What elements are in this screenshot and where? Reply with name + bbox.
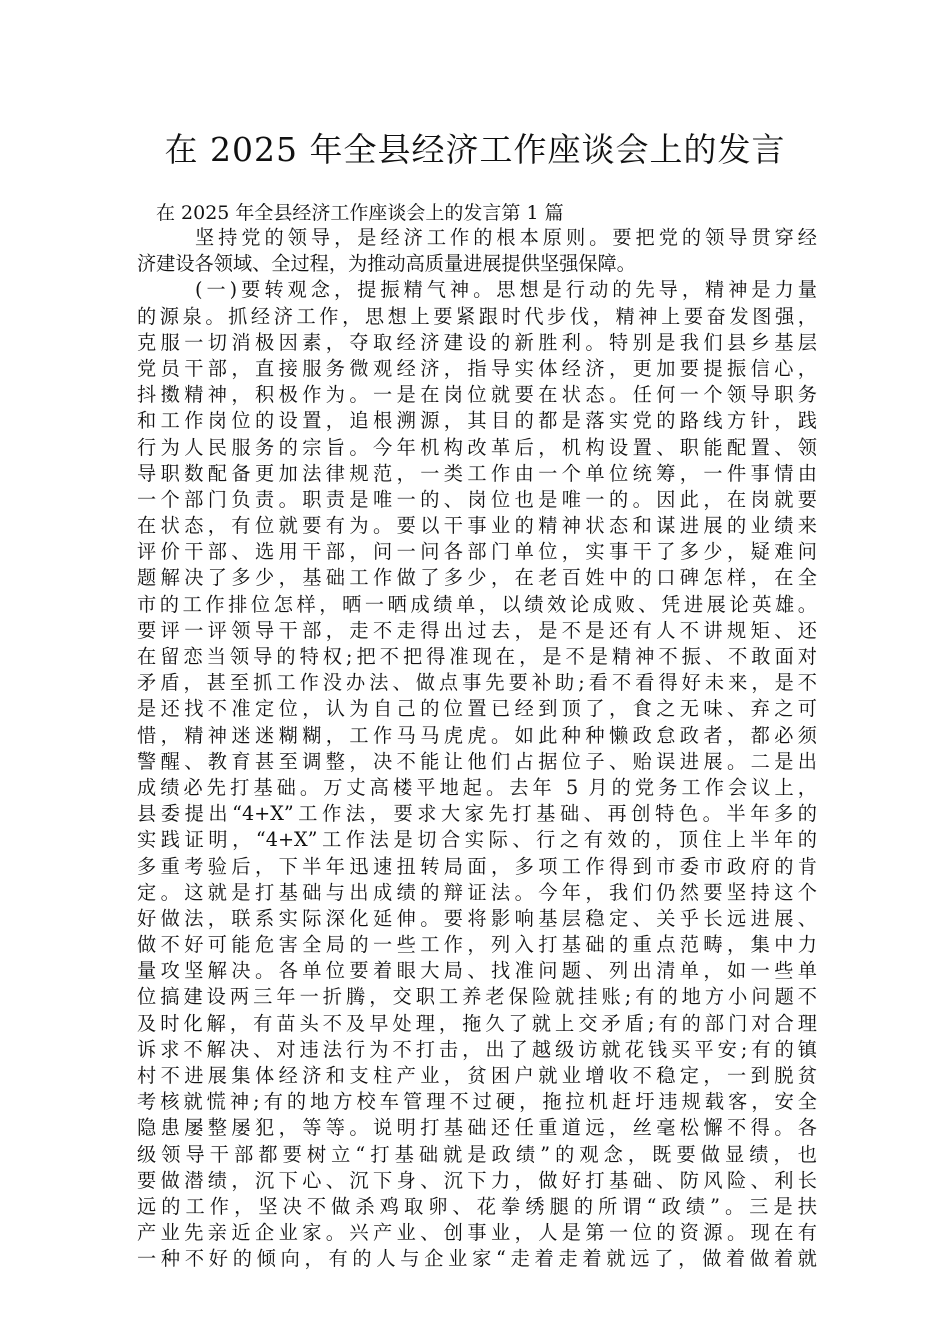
text-line: 多重考验后，下半年迅速扭转局面，多项工作得到市委市政府的肯	[137, 854, 817, 878]
text-line: 坚持党的领导，是经济工作的根本原则。要把党的领导贯穿经	[195, 226, 817, 249]
text-line: 定。这就是打基础与出成绩的辩证法。今年，我们仍然要坚持这个	[137, 880, 817, 904]
text-line: 一个部门负责。职责是唯一的、岗位也是唯一的。因此，在岗就要	[137, 487, 817, 511]
text-line: 成绩必先打基础。万丈高楼平地起。去年 5 月的党务工作会议上，	[137, 775, 817, 799]
text-line: 是还找不准定位，认为自己的位置已经到顶了，食之无味、弃之可	[137, 697, 817, 721]
text-line: 及时化解，有苗头不及早处理，拖久了就上交矛盾;有的部门对合理	[137, 1011, 817, 1035]
text-line: 评价干部、选用干部，问一问各部门单位，实事干了多少，疑难问	[137, 540, 817, 564]
text-line: 的源泉。抓经济工作，思想上要紧跟时代步伐，精神上要奋发图强，	[137, 304, 817, 328]
text-line: 隐患屡整屡犯，等等。说明打基础还任重道远，丝毫松懈不得。各	[137, 1116, 817, 1140]
text-line: 要做潜绩，沉下心、沉下身、沉下力，做好打基础、防风险、利长	[137, 1168, 817, 1192]
text-line: 行为人民服务的宗旨。今年机构改革后，机构设置、职能配置、领	[137, 435, 817, 459]
text-line: 产业先亲近企业家。兴产业、创事业，人是第一位的资源。现在有	[137, 1221, 817, 1245]
text-line: 市的工作排位怎样，晒一晒成绩单，以绩效论成败、凭进展论英雄。	[137, 592, 817, 616]
text-line: 好做法，联系实际深化延伸。要将影响基层稳定、关乎长远进展、	[137, 906, 817, 930]
text-line: 和工作岗位的设置，追根溯源，其目的都是落实党的路线方针，践	[137, 409, 817, 433]
text-line: 远的工作，坚决不做杀鸡取卵、花拳绣腿的所谓“政绩”。三是扶	[137, 1194, 817, 1218]
text-line: 在留恋当领导的特权;把不把得准现在，是不是精神不振、不敢面对	[137, 645, 817, 668]
section-heading: 在 2025 年全县经济工作座谈会上的发言第 1 篇	[156, 202, 564, 224]
text-line: 要评一评领导干部，走不走得出过去，是不是还有人不讲规矩、还	[137, 618, 817, 642]
text-line: 警醒、教育甚至调整，决不能让他们占据位子、贻误进展。二是出	[137, 749, 817, 773]
document-title: 在 2025 年全县经济工作座谈会上的发言	[164, 130, 786, 169]
text-line: 一种不好的倾向，有的人与企业家“走着走着就远了，做着做着就	[137, 1247, 817, 1271]
text-line: 在状态，有位就要有为。要以干事业的精神状态和谋进展的业绩来	[137, 514, 817, 538]
text-line: 矛盾，甚至抓工作没办法、做点事先要补助;看不看得好未来，是不	[137, 671, 817, 695]
text-line: 党员干部，直接服务微观经济，指导实体经济，更加要提振信心，	[137, 356, 817, 380]
text-line: 实践证明，“4+X”工作法是切合实际、行之有效的，顶住上半年的	[137, 828, 817, 852]
document-body	[137, 225, 817, 1273]
text-line: 级领导干部都要树立“打基础就是政绩”的观念，既要做显绩，也	[137, 1142, 817, 1166]
text-line: 位搞建设两三年一折腾，交职工养老保险就挂账;有的地方小问题不	[137, 985, 817, 1009]
text-line: 量攻坚解决。各单位要着眼大局、找准问题、列出清单，如一些单	[137, 959, 817, 983]
text-line: 诉求不解决、对违法行为不打击，出了越级访就花钱买平安;有的镇	[137, 1037, 817, 1061]
text-line: 济建设各领域、全过程，为推动高质量进展提供坚强保障。	[137, 252, 636, 276]
text-line: 做不好可能危害全局的一些工作，列入打基础的重点范畴，集中力	[137, 933, 817, 957]
text-line: 县委提出“4+X”工作法，要求大家先打基础、再创特色。半年多的	[137, 802, 817, 826]
text-line: 题解决了多少，基础工作做了多少，在老百姓中的口碑怎样，在全	[137, 566, 817, 590]
text-line: 导职数配备更加法律规范，一类工作由一个单位统筹，一件事情由	[137, 461, 817, 485]
text-line: 考核就慌神;有的地方校车管理不过硬，拖拉机赶圩违规载客，安全	[137, 1090, 817, 1114]
text-line: 惜，精神迷迷糊糊，工作马马虎虎。如此种种懒政怠政者，都必须	[137, 723, 817, 747]
text-line: 抖擞精神，积极作为。一是在岗位就要在状态。任何一个领导职务	[137, 383, 817, 407]
text-line: 克服一切消极因素，夺取经济建设的新胜利。特别是我们县乡基层	[137, 330, 817, 354]
text-line: 村不进展集体经济和支柱产业，贫困户就业增收不稳定，一到脱贫	[137, 1064, 817, 1087]
text-line: (一)要转观念，提振精气神。思想是行动的先导，精神是力量	[195, 278, 817, 302]
